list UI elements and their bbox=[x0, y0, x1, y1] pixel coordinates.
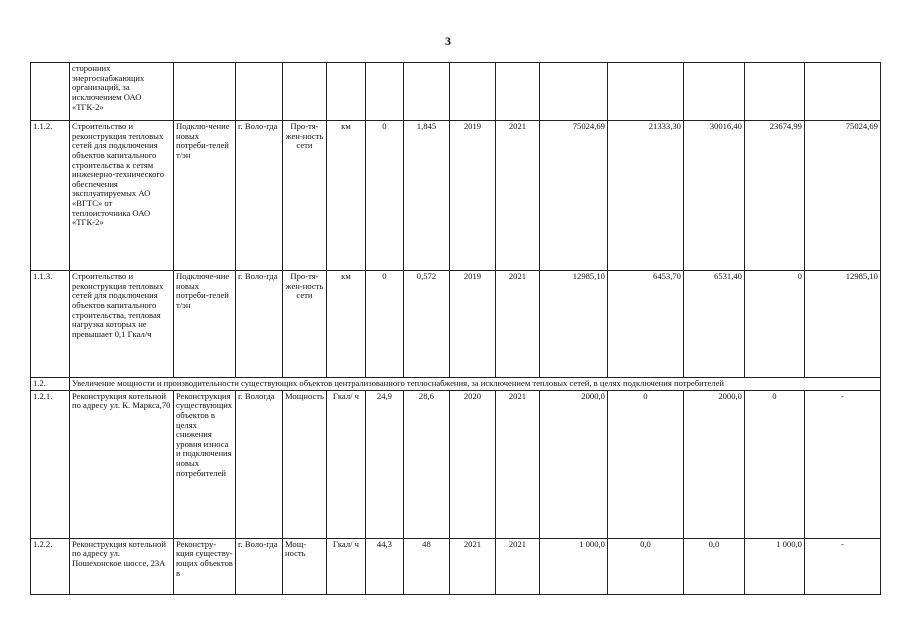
section-row bbox=[31, 378, 881, 391]
value-after bbox=[403, 63, 449, 121]
cost-2021: 23674,99 bbox=[744, 121, 804, 271]
investment-program-table bbox=[30, 62, 881, 595]
cost-2019: 21333,30 bbox=[607, 121, 683, 271]
cost-total: 1 000,0 bbox=[539, 538, 607, 594]
row-number: 1.1.3. bbox=[31, 271, 70, 378]
table-row bbox=[31, 121, 881, 271]
cost-2019: 0,0 bbox=[607, 538, 683, 594]
cost-2020: 2000,0 bbox=[683, 390, 744, 538]
end-year bbox=[495, 63, 539, 121]
table-row bbox=[31, 63, 881, 121]
location: г. Воло-гда bbox=[236, 271, 283, 378]
unit: Гкал/ ч bbox=[326, 390, 365, 538]
start-year: 2021 bbox=[449, 538, 495, 594]
unit: Гкал/ ч bbox=[326, 538, 365, 594]
cost-sum: - bbox=[804, 390, 880, 538]
indicator: Про-тя-жен-ность сети bbox=[283, 271, 327, 378]
unit: км bbox=[326, 121, 365, 271]
measure-name: Строительство и реконструкция тепловых сетей для подключения объектов капитального строительства к сетям инженерно-технического обеспечения эксплуатируемых АО «ВГТС» от теплоисточника ОАО «ТГК-2» bbox=[70, 121, 174, 271]
value-after: 48 bbox=[403, 538, 449, 594]
section-title: Увеличение мощности и производительности существующих объектов централизованного теплоснабжения, за исключением тепловых сетей, в целях подключения потребителей bbox=[70, 378, 881, 391]
indicator: Мощность bbox=[283, 390, 327, 538]
cost-sum: - bbox=[804, 538, 880, 594]
location: г. Воло-гда bbox=[236, 538, 283, 594]
cost-2020: 0,0 bbox=[683, 538, 744, 594]
cost-sum: 12985,10 bbox=[804, 271, 880, 378]
value-before bbox=[365, 63, 403, 121]
row-number: 1.2.1. bbox=[31, 390, 70, 538]
measure-purpose: Подключе-ние новых потреби-телей т/эн bbox=[174, 271, 236, 378]
start-year bbox=[449, 63, 495, 121]
value-after: 0,572 bbox=[403, 271, 449, 378]
row-number bbox=[31, 63, 70, 121]
cost-2021: 0 bbox=[744, 390, 804, 538]
location: г. Вологда bbox=[236, 390, 283, 538]
cost-sum: 75024,69 bbox=[804, 121, 880, 271]
cost-2021 bbox=[744, 63, 804, 121]
end-year: 2021 bbox=[495, 390, 539, 538]
measure-purpose: Реконструкция существующих объектов в целях снижения уровня износа и подключения новых потребителей bbox=[174, 390, 236, 538]
cost-2019: 6453,70 bbox=[607, 271, 683, 378]
cost-2020 bbox=[683, 63, 744, 121]
measure-purpose: Подклю-чение новых потреби-телей т/эн bbox=[174, 121, 236, 271]
location bbox=[236, 63, 283, 121]
cost-total: 2000,0 bbox=[539, 390, 607, 538]
row-number: 1.1.2. bbox=[31, 121, 70, 271]
cost-2021: 0 bbox=[744, 271, 804, 378]
measure-purpose: Реконстру-кция существу-ющих объектов в bbox=[174, 538, 236, 594]
start-year: 2019 bbox=[449, 271, 495, 378]
end-year: 2021 bbox=[495, 121, 539, 271]
cost-total: 75024,69 bbox=[539, 121, 607, 271]
cost-2019 bbox=[607, 63, 683, 121]
indicator: Мощ-ность bbox=[283, 538, 327, 594]
cost-2019: 0 bbox=[607, 390, 683, 538]
section-number: 1.2. bbox=[31, 378, 70, 391]
end-year: 2021 bbox=[495, 538, 539, 594]
cost-total bbox=[539, 63, 607, 121]
cost-sum bbox=[804, 63, 880, 121]
measure-name: Реконструкция котельной по адресу ул. Пошехонское шоссе, 23А bbox=[70, 538, 174, 594]
measure-purpose bbox=[174, 63, 236, 121]
cost-2021: 1 000,0 bbox=[744, 538, 804, 594]
table-row bbox=[31, 390, 881, 538]
page-number: 3 bbox=[445, 34, 451, 48]
measure-name: сторонних энергоснабжающих организаций, за исключением ОАО «ТГК-2» bbox=[70, 63, 174, 121]
value-before: 0 bbox=[365, 121, 403, 271]
indicator: Про-тя-жен-ность сети bbox=[283, 121, 327, 271]
start-year: 2020 bbox=[449, 390, 495, 538]
row-number: 1.2.2. bbox=[31, 538, 70, 594]
cost-2020: 6531,40 bbox=[683, 271, 744, 378]
measure-name: Реконструкция котельной по адресу ул. К. Маркса,70 bbox=[70, 390, 174, 538]
cost-2020: 30016,40 bbox=[683, 121, 744, 271]
value-before: 44,3 bbox=[365, 538, 403, 594]
measure-name: Строительство и реконструкция тепловых сетей для подключения объектов капитального строительства, тепловая нагрузка которых не превышает 0,1 Гкал/ч bbox=[70, 271, 174, 378]
value-before: 0 bbox=[365, 271, 403, 378]
value-after: 1,845 bbox=[403, 121, 449, 271]
indicator bbox=[283, 63, 327, 121]
unit: км bbox=[326, 271, 365, 378]
start-year: 2019 bbox=[449, 121, 495, 271]
location: г. Воло-гда bbox=[236, 121, 283, 271]
value-after: 28,6 bbox=[403, 390, 449, 538]
unit bbox=[326, 63, 365, 121]
table-row bbox=[31, 538, 881, 594]
cost-total: 12985,10 bbox=[539, 271, 607, 378]
table-row bbox=[31, 271, 881, 378]
value-before: 24,9 bbox=[365, 390, 403, 538]
end-year: 2021 bbox=[495, 271, 539, 378]
